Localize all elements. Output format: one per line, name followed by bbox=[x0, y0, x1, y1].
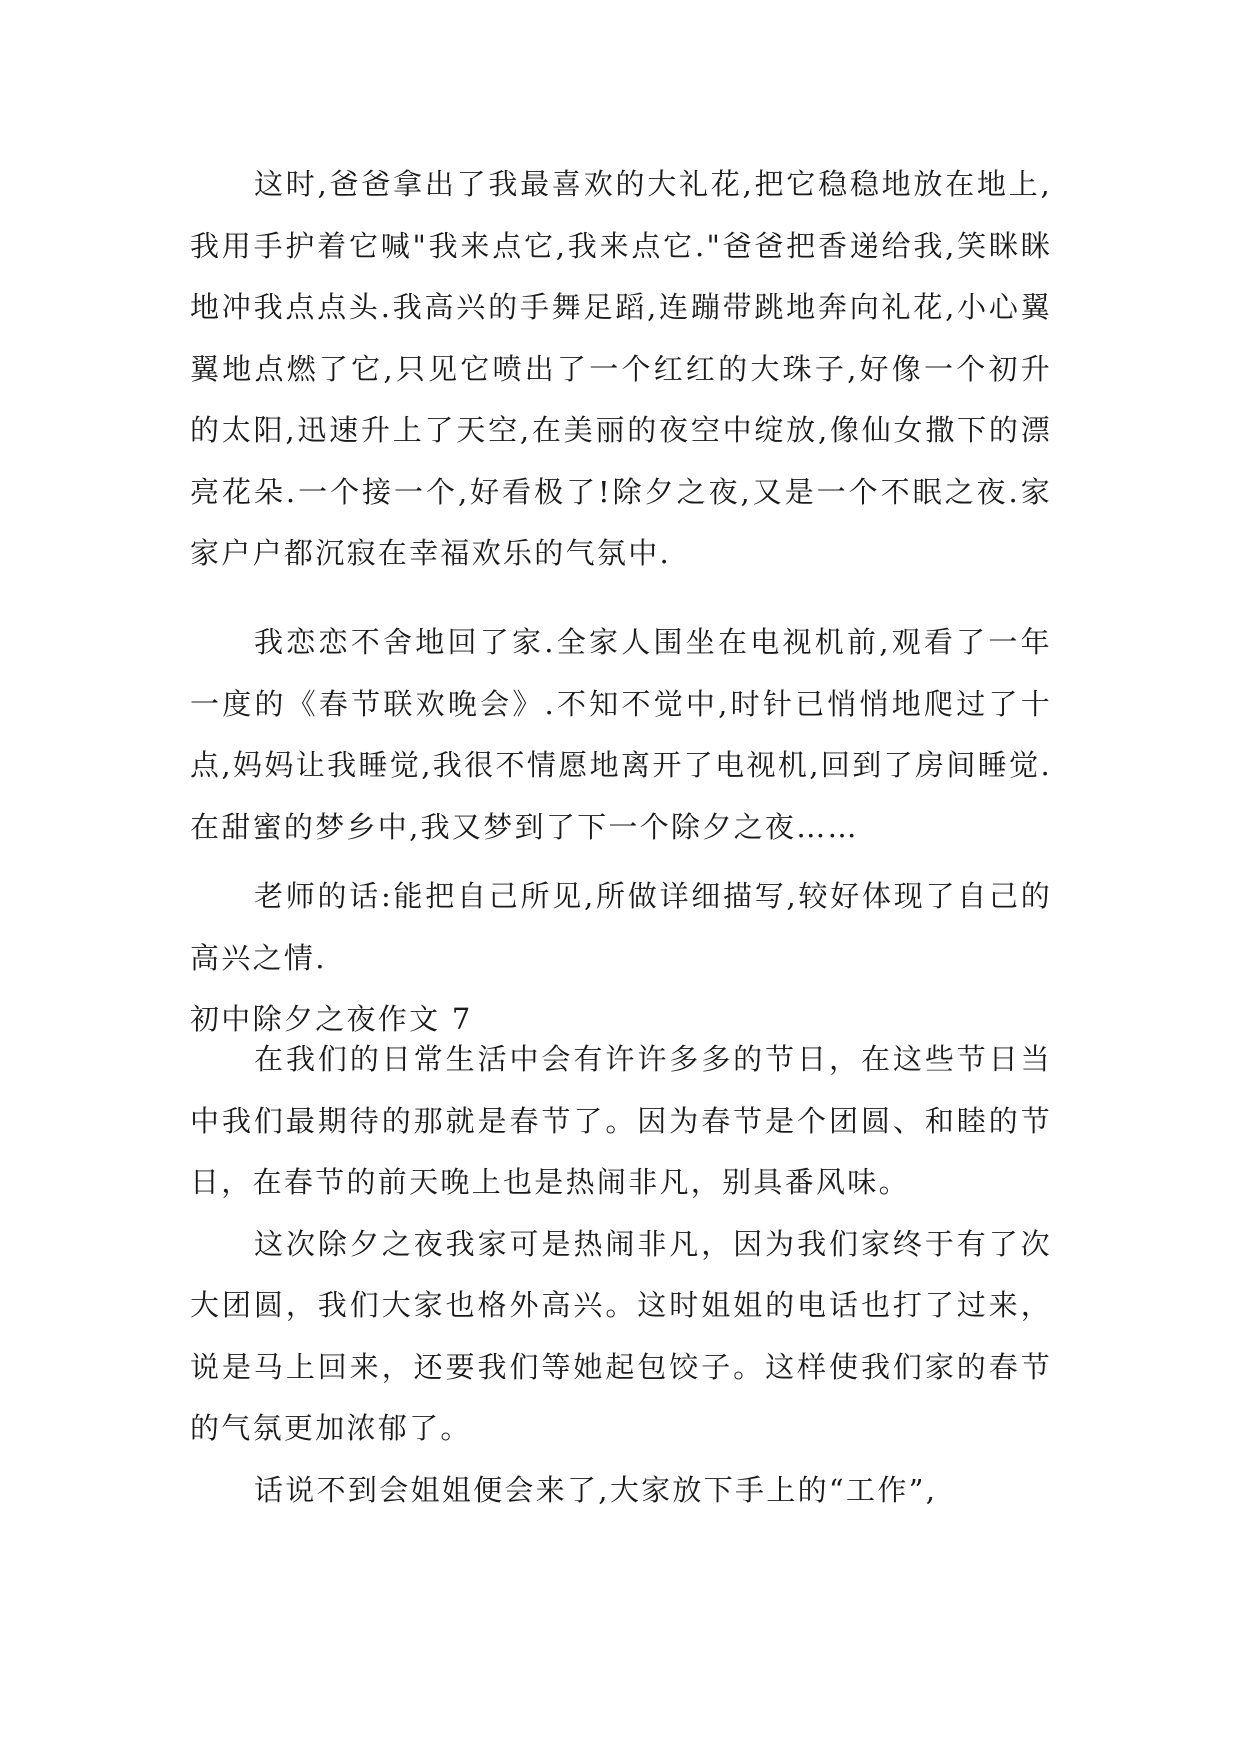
text-block-2 bbox=[190, 612, 1052, 858]
text-block-1 bbox=[190, 154, 1052, 585]
paragraph-festival: 在我们的日常生活中会有许许多多的节日，在这些节日当中我们最期待的那就是春节了。因为春节是个团圆、和睦的节日，在春节的前天晚上也是热闹非凡，别具番风味。 bbox=[190, 1042, 1052, 1199]
paragraph-fireworks: 这时,爸爸拿出了我最喜欢的大礼花,把它稳稳地放在地上,我用手护着它喊"我来点它,我来点它."爸爸把香递给我,笑眯眯地冲我点点头.我高兴的手舞足蹈,连蹦带跳地奔向礼花,小心翼翼地点燃了它,只见它喷出了一个红红的大珠子,好像一个初升的太阳,迅速升上了天空,在美丽的夜空中绽放,像仙女撒下的漂亮花朵.一个接一个,好看极了!除夕之夜,又是一个不眠之夜.家家户户都沉寂在幸福欢乐的气氛中. bbox=[190, 167, 1052, 570]
paragraph-sister-returns: 话说不到会姐姐便会来了,大家放下手上的“工作”, bbox=[254, 1472, 938, 1507]
text-block-4 bbox=[190, 1029, 1052, 1521]
paragraph-reunion: 这次除夕之夜我家可是热闹非凡，因为我们家终于有了次大团圆，我们大家也格外高兴。这时姐姐的电话也打了过来，说是马上回来，还要我们等她起包饺子。这样使我们家的春节的气氛更加浓郁了。 bbox=[190, 1226, 1052, 1445]
text-block-3 bbox=[190, 866, 1052, 1051]
paragraph-teacher-comment: 老师的话:能把自己所见,所做详细描写,较好体现了自己的高兴之情. bbox=[190, 879, 1052, 975]
essay-heading: 初中除夕之夜作文 7 bbox=[190, 1002, 473, 1036]
paragraph-gala: 我恋恋不舍地回了家.全家人围坐在电视机前,观看了一年一度的《春节联欢晚会》.不知不觉中,时针已悄悄地爬过了十点,妈妈让我睡觉,我很不情愿地离开了电视机,回到了房间睡觉.在甜蜜的梦乡中,我又梦到了下一个除夕之夜…… bbox=[190, 625, 1052, 844]
